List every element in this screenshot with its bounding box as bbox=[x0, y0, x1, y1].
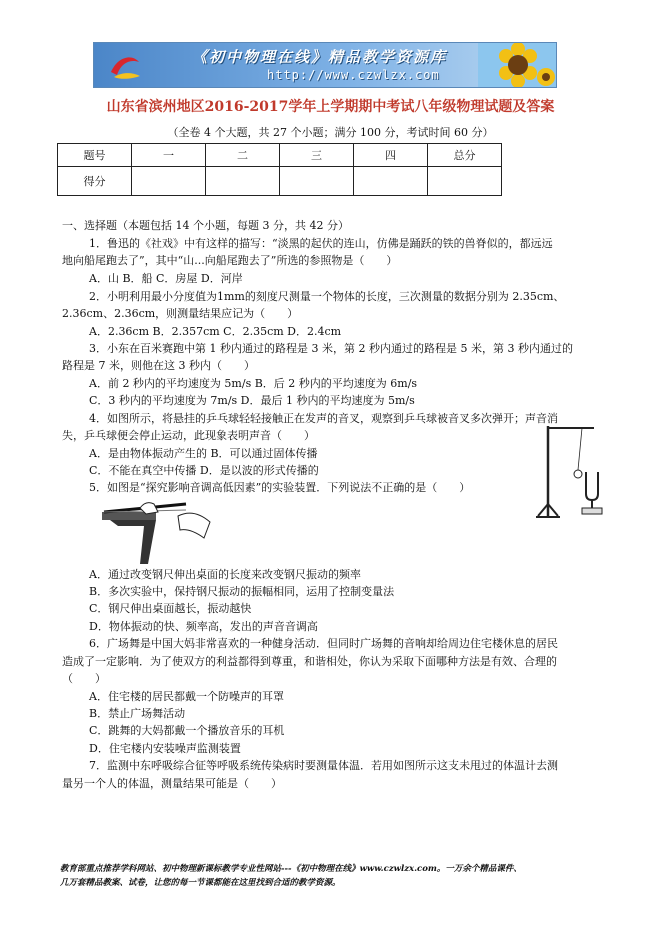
banner-url[interactable]: http://www.czwlzx.com bbox=[267, 68, 440, 82]
tuning-fork-figure bbox=[534, 420, 604, 520]
answer-option: A．前 2 秒内的平均速度为 5m/s B．后 2 秒内的平均速度为 6m/s bbox=[89, 377, 418, 390]
answer-option: C．跳舞的大妈都戴一个播放音乐的耳机 bbox=[89, 724, 285, 737]
score-header-cell: 总分 bbox=[428, 144, 502, 167]
question-text: 2．小明利用最小分度值为1mm的刻度尺测量一个物体的长度，三次测量的数据分别为 2.35cm、 bbox=[89, 290, 565, 303]
score-header-cell: 四 bbox=[354, 144, 428, 167]
question-text: （ ） bbox=[62, 672, 106, 685]
answer-option: B．禁止广场舞活动 bbox=[89, 707, 186, 720]
score-cell[interactable] bbox=[354, 167, 428, 196]
question-text: 4．如图所示，将悬挂的乒乓球轻轻接触正在发声的音叉，观察到乒乓球被音叉多次弹开；声音消 bbox=[89, 412, 558, 425]
question-text: 失，乒乓球便会停止运动，此现象表明声音（ ） bbox=[62, 429, 315, 442]
score-table-header-row bbox=[58, 144, 502, 167]
answer-options: A．山 B．船 C．房屋 D．河岸 bbox=[89, 272, 243, 285]
score-cell[interactable] bbox=[132, 167, 206, 196]
answer-option: A．住宅楼的居民都戴一个防噪声的耳罩 bbox=[89, 690, 284, 703]
question-text: 1．鲁迅的《社戏》中有这样的描写：“淡黑的起伏的连山，仿佛是踊跃的铁的兽脊似的，都远远 bbox=[89, 237, 553, 250]
score-header-cell: 题号 bbox=[58, 144, 132, 167]
section-heading: 一、选择题（本题包括 14 个小题，每题 3 分，共 42 分） bbox=[62, 219, 349, 232]
question-text: 6．广场舞是中国大妈非常喜欢的一种健身活动．但同时广场舞的音响却给周边住宅楼休息的居民 bbox=[89, 637, 558, 650]
question-text: 造成了一定影响．为了使双方的利益都得到尊重，和谐相处，你认为采取下面哪种方法是有效、合理的 bbox=[62, 655, 557, 668]
score-header-cell: 二 bbox=[206, 144, 280, 167]
score-cell[interactable] bbox=[428, 167, 502, 196]
answer-option: C．不能在真空中传播 D．是以波的形式传播的 bbox=[89, 464, 319, 477]
question-text: 2.36cm、2.36cm，则测量结果应记为（ ） bbox=[62, 307, 299, 320]
score-row-label: 得分 bbox=[58, 167, 132, 196]
score-header-cell: 一 bbox=[132, 144, 206, 167]
question-text: 3．小东在百米赛跑中第 1 秒内通过的路程是 3 米，第 2 秒内通过的路程是 5 米，第 3 秒内通过的 bbox=[89, 342, 573, 355]
score-header-cell: 三 bbox=[280, 144, 354, 167]
banner-title: 《初中物理在线》精品教学资源库 bbox=[192, 48, 448, 66]
page-footer bbox=[60, 862, 522, 890]
question-text: 5．如图是“探究影响音调高低因素”的实验装置．下列说法不正确的是（ ） bbox=[89, 481, 471, 494]
answer-option: D．物体振动的快、频率高，发出的声音音调高 bbox=[89, 620, 318, 633]
exam-instructions: （全卷 4 个大题，共 27 个小题；满分 100 分，考试时间 60 分） bbox=[167, 126, 494, 139]
sunflower-icon bbox=[478, 43, 556, 87]
answer-option: A．是由物体振动产生的 B．可以通过固体传播 bbox=[89, 447, 318, 460]
answer-option: C．3 秒内的平均速度为 7m/s D．最后 1 秒内的平均速度为 5m/s bbox=[89, 394, 415, 407]
score-table-score-row bbox=[58, 167, 502, 196]
question-text: 路程是 7 米，则他在这 3 秒内（ ） bbox=[62, 359, 255, 372]
answer-option: C．钢尺伸出桌面越长，振动越快 bbox=[89, 602, 252, 615]
score-cell[interactable] bbox=[206, 167, 280, 196]
answer-option: D．住宅楼内安装噪声监测装置 bbox=[89, 742, 241, 755]
question-text: 7．监测中东呼吸综合征等呼吸系统传染病时要测量体温．若用如图所示这支未甩过的体温计去测 bbox=[89, 759, 558, 772]
answer-option: A．通过改变钢尺伸出桌面的长度来改变钢尺振动的频率 bbox=[89, 568, 361, 581]
answer-options: A．2.36cm B．2.357cm C．2.35cm D．2.4cm bbox=[89, 325, 342, 338]
steel-ruler-figure bbox=[100, 502, 212, 568]
footer-line: 教育部重点推荐学科网站、初中物理新课标教学专业性网站---《初中物理在线》www.czwlzx.com。一万余个精品课件、 bbox=[60, 864, 522, 874]
question-text: 量另一个人的体温，测量结果可能是（ ） bbox=[62, 777, 282, 790]
site-logo-icon bbox=[108, 50, 142, 80]
answer-option: B．多次实验中，保持钢尺振动的振幅相同，运用了控制变量法 bbox=[89, 585, 395, 598]
score-cell[interactable] bbox=[280, 167, 354, 196]
footer-line: 几万套精品教案、试卷，让您的每一节课都能在这里找到合适的教学资源。 bbox=[60, 878, 341, 888]
score-table bbox=[57, 143, 502, 196]
header-banner bbox=[93, 42, 557, 88]
page-title: 山东省滨州地区2016-2017学年上学期期中考试八年级物理试题及答案 bbox=[106, 99, 555, 115]
question-text: 地向船尾跑去了”，其中“山...向船尾跑去了”所选的参照物是（ ） bbox=[62, 254, 398, 267]
